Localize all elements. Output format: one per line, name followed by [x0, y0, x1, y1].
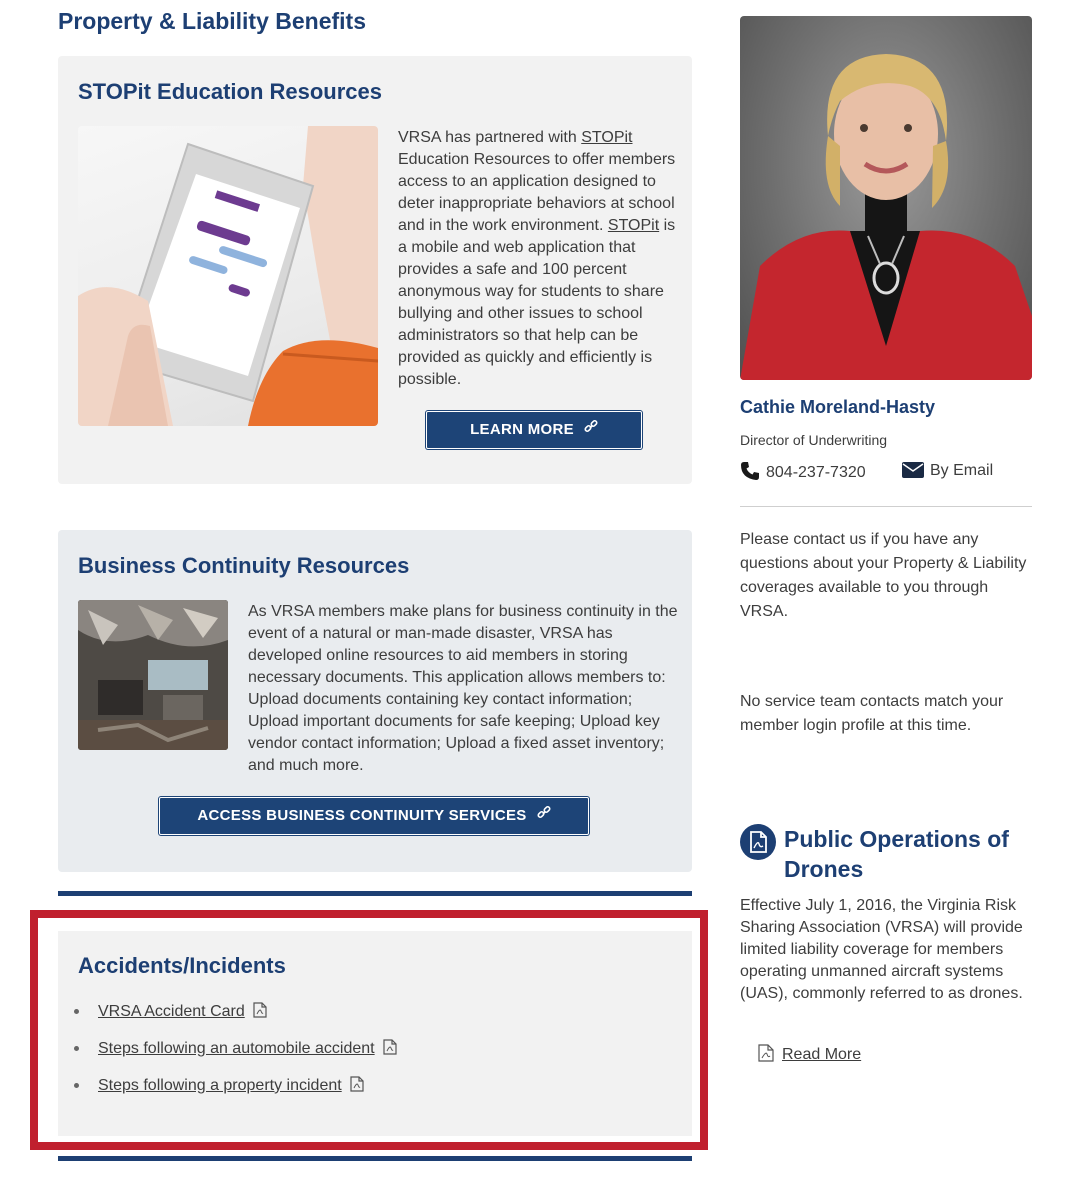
page-title: Property & Liability Benefits: [58, 8, 367, 34]
envelope-icon: [902, 461, 924, 479]
automobile-accident-link[interactable]: Steps following an automobile accident: [98, 1040, 375, 1057]
link-chain-icon: [584, 412, 598, 448]
pdf-icon[interactable]: [383, 1039, 397, 1062]
fire-damage-photo: [78, 600, 228, 750]
phone-illustration-icon: [78, 126, 378, 426]
learn-more-button[interactable]: [426, 411, 642, 449]
stopit-link-1[interactable]: STOPit: [581, 129, 633, 146]
no-service-team-message: No service team contacts match your member login profile at this time.: [740, 693, 1004, 734]
drones-title[interactable]: Public Operations of Drones: [784, 826, 1009, 882]
email-label: By Email: [930, 462, 994, 479]
contact-photo: [740, 16, 1032, 380]
accidents-card: [58, 931, 692, 1136]
sidebar-divider: [740, 506, 1032, 507]
damaged-office-icon: [78, 600, 228, 750]
read-more-label: Read More: [782, 1046, 862, 1063]
contact-message: Please contact us if you have any questions about your Property & Liability coverages available to you through VRSA.: [740, 531, 1027, 620]
accidents-title: Accidents/Incidents: [78, 953, 286, 978]
list-item: [72, 1038, 397, 1075]
contact-name: Cathie Moreland-Hasty: [740, 397, 936, 417]
portrait-icon: [740, 16, 1032, 380]
business-continuity-description: As VRSA members make plans for business continuity in the event of a natural or man-made disaster, VRSA has developed online resources to aid members in storing necessary documents. This application allows members to: Upload documents containing key contact information; Upload important documents for safe keeping; Upload key vendor contact information; Upload a fixed asset inventory; and much more.: [248, 603, 678, 774]
property-incident-link[interactable]: Steps following a property incident: [98, 1077, 342, 1094]
list-item: [72, 1001, 397, 1038]
phone-link[interactable]: [740, 461, 866, 482]
phone-app-photo: [78, 126, 378, 426]
email-link[interactable]: [902, 461, 993, 480]
learn-more-label: LEARN MORE: [470, 421, 574, 438]
stopit-card: [58, 56, 692, 484]
business-continuity-title: Business Continuity Resources: [78, 553, 410, 578]
access-business-continuity-label: ACCESS BUSINESS CONTINUITY SERVICES: [197, 807, 527, 824]
phone-number: 804-237-7320: [766, 464, 866, 481]
stopit-title: STOPit Education Resources: [78, 79, 383, 104]
section-divider: [58, 1156, 692, 1161]
access-business-continuity-button[interactable]: [159, 797, 589, 835]
accidents-list: [72, 1001, 397, 1112]
pdf-icon[interactable]: [253, 1002, 267, 1025]
stopit-text-part: VRSA has partnered with: [398, 129, 582, 146]
stopit-description: [398, 127, 680, 391]
business-continuity-card: [58, 530, 692, 872]
section-divider: [58, 891, 692, 896]
read-more-link[interactable]: [758, 1044, 861, 1064]
pdf-circle-icon: [740, 824, 776, 860]
list-item: [72, 1075, 397, 1112]
drones-description: Effective July 1, 2016, the Virginia Risk Sharing Association (VRSA) will provide limited liability coverage for members operating unmanned aircraft systems (UAS), commonly referred to as drones.: [740, 897, 1023, 1002]
stopit-text-part: is a mobile and web application that provides a safe and 100 percent anonymous way for students to share bullying and other issues to school administrators so that help can be provided as quickly and efficiently is possible.: [398, 217, 676, 388]
stopit-link-2[interactable]: STOPit: [607, 217, 660, 234]
pdf-icon[interactable]: [350, 1076, 364, 1099]
contact-role: Director of Underwriting: [740, 432, 888, 448]
vrsa-accident-card-link[interactable]: VRSA Accident Card: [98, 1003, 245, 1020]
link-chain-icon: [537, 798, 551, 834]
stopit-text-part: Education Resources to offer members access to an application designed to deter inappropriate behaviors at school and in the work environment.: [398, 151, 676, 234]
phone-icon: [740, 461, 760, 481]
contact-methods: [740, 461, 1032, 485]
pdf-icon: [758, 1044, 774, 1062]
